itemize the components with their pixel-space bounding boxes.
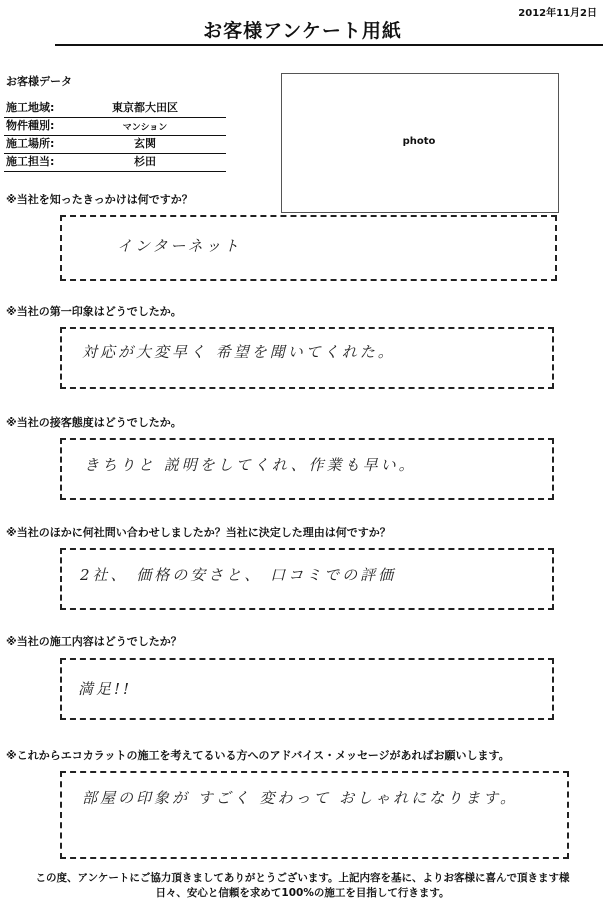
question-3: ※当社の接客態度はどうでしたか。 bbox=[6, 416, 182, 429]
row-value: 東京都大田区 bbox=[112, 101, 178, 114]
answer-1: インターネット bbox=[117, 237, 242, 255]
row-value: 玄関 bbox=[134, 137, 156, 150]
answer-3: きちりと 説明をしてくれ、作業も早い。 bbox=[84, 456, 417, 474]
row-label: 施工地域: bbox=[6, 101, 55, 114]
answer-box-4 bbox=[60, 548, 554, 610]
question-1: ※当社を知ったきっかけは何ですか？ bbox=[6, 193, 193, 206]
question-4: ※当社のほかに何社問い合わせしましたか？当社に決定した理由は何ですか？ bbox=[6, 526, 391, 539]
row-property-type bbox=[4, 119, 226, 136]
answer-box-5 bbox=[60, 658, 554, 720]
row-value: マンション bbox=[122, 123, 168, 133]
page-title: お客様アンケート用紙 bbox=[203, 20, 402, 42]
answer-box-2 bbox=[60, 327, 554, 389]
row-staff bbox=[4, 155, 226, 172]
customer-data-heading: お客様データ bbox=[6, 75, 72, 88]
survey-date: 2012年11月2日 bbox=[518, 8, 597, 19]
row-label: 施工場所: bbox=[6, 137, 55, 150]
question-2: ※当社の第一印象はどうでしたか。 bbox=[6, 305, 182, 318]
row-value: 杉田 bbox=[134, 155, 156, 168]
title-divider bbox=[55, 44, 603, 46]
answer-box-6 bbox=[60, 771, 569, 859]
answer-6: 部屋の印象が すごく 変わって おしゃれになります。 bbox=[82, 789, 518, 807]
footer-line-2: 日々、安心と信頼を求めて100%の施工を目指して行きます。 bbox=[155, 887, 450, 899]
row-construction-area bbox=[4, 101, 226, 118]
question-6: ※これからエコカラットの施工を考えてるいる方へのアドバイス・メッセージがあればお願いします。 bbox=[6, 749, 510, 762]
row-label: 施工担当: bbox=[6, 155, 55, 168]
answer-2: 対応が大変早く 希望を聞いてくれた。 bbox=[82, 343, 396, 361]
answer-box-1 bbox=[60, 215, 557, 281]
photo-label: photo bbox=[402, 136, 436, 147]
answer-5: 満足!! bbox=[78, 680, 133, 698]
answer-box-3 bbox=[60, 438, 554, 500]
row-construction-place bbox=[4, 137, 226, 154]
answer-4: 2社、 価格の安さと、 口コミでの評価 bbox=[80, 566, 397, 584]
question-5: ※当社の施工内容はどうでしたか？ bbox=[6, 635, 182, 648]
row-label: 物件種別: bbox=[6, 119, 55, 132]
footer-line-1: この度、アンケートにご協力頂きましてありがとうございます。上記内容を基に、よりお客様に喜んで頂きます様 bbox=[35, 872, 570, 884]
